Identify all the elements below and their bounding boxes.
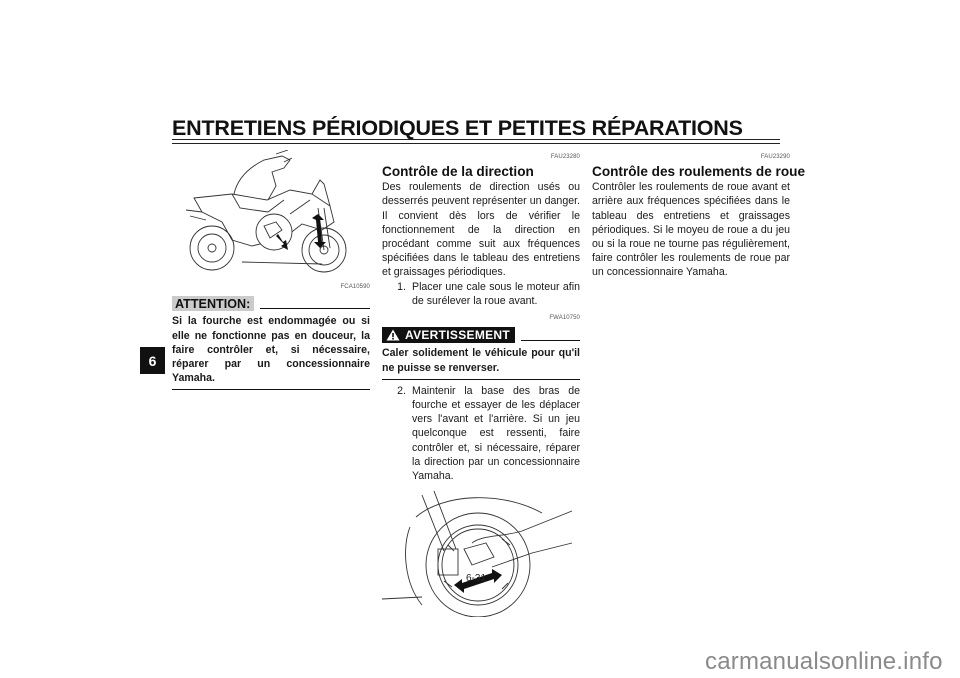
page-title: ENTRETIENS PÉRIODIQUES ET PETITES RÉPARATIONS — [172, 116, 743, 140]
step-number: 1. — [397, 280, 406, 293]
chapter-tab[interactable]: 6 — [140, 347, 165, 374]
step-number: 2. — [397, 384, 406, 397]
watermark: carmanualsonline.info — [705, 648, 943, 675]
column-2 — [382, 150, 580, 617]
warning-text: Caler solidement le véhicule pour qu'il ne puisse se renverser. — [382, 346, 580, 379]
steps-list-a — [382, 280, 580, 308]
steps-list-b — [382, 384, 580, 483]
title-rule-thin — [172, 143, 780, 144]
step-item — [382, 280, 580, 308]
motorcycle-fork-illustration — [172, 150, 370, 278]
notice-divider — [521, 340, 580, 341]
section-heading-wheel-bearings: Contrôle des roulements de roue — [592, 164, 806, 180]
warning-header — [382, 327, 580, 343]
notice-divider — [260, 308, 370, 309]
section-heading-steering: Contrôle de la direction — [382, 164, 534, 180]
front-wheel-fork-illustration — [382, 487, 580, 617]
section-code: FAU23290 — [760, 154, 790, 160]
step-text: Maintenir la base des bras de fourche et essayer de les déplacer vers l'avant et l'arrière. Si un jeu quelconque est ressenti, faire contrôler et, si nécessaire, réparer la direction par un concessionnaire Yamaha. — [412, 384, 580, 483]
step-text: Placer une cale sous le moteur afin de surélever la roue avant. — [412, 280, 580, 307]
warning-label-text: AVERTISSEMENT — [405, 328, 511, 343]
title-rule — [172, 139, 780, 140]
attention-header — [172, 296, 370, 311]
warning-triangle-icon — [386, 329, 400, 341]
column-3 — [592, 150, 806, 280]
section-code: FAU23280 — [550, 154, 580, 160]
step-item — [382, 384, 580, 483]
wheel-bearings-text: Contrôler les roulements de roue avant et arrière aux fréquences spécifiées dans le tableau des entretiens et graissages périodiques. Si le moyeu de roue a du jeu ou si la roue ne tourne pas régulièrement, faire contrôler les roulements de roue par un concessionnaire Yamaha. — [592, 181, 790, 279]
attention-label: ATTENTION: — [172, 296, 254, 311]
figure-code: FCA10590 — [340, 284, 370, 290]
page-number: 6-31 — [466, 573, 487, 584]
attention-text: Si la fourche est endommagée ou si elle ne fonctionne pas en douceur, la faire contrôler et, si nécessaire, réparer par un concessionnaire Yamaha. — [172, 314, 370, 390]
steering-intro: Des roulements de direction usés ou desserrés peuvent représenter un danger. Il convient dès lors de vérifier le fonctionnement de la direction en procédant comme suit aux fréquences spécifiées dans le tableau des entretiens et graissages périodiques. — [382, 181, 580, 279]
column-1 — [172, 150, 370, 390]
warning-code: FWA10750 — [549, 315, 580, 322]
warning-label — [382, 327, 515, 343]
